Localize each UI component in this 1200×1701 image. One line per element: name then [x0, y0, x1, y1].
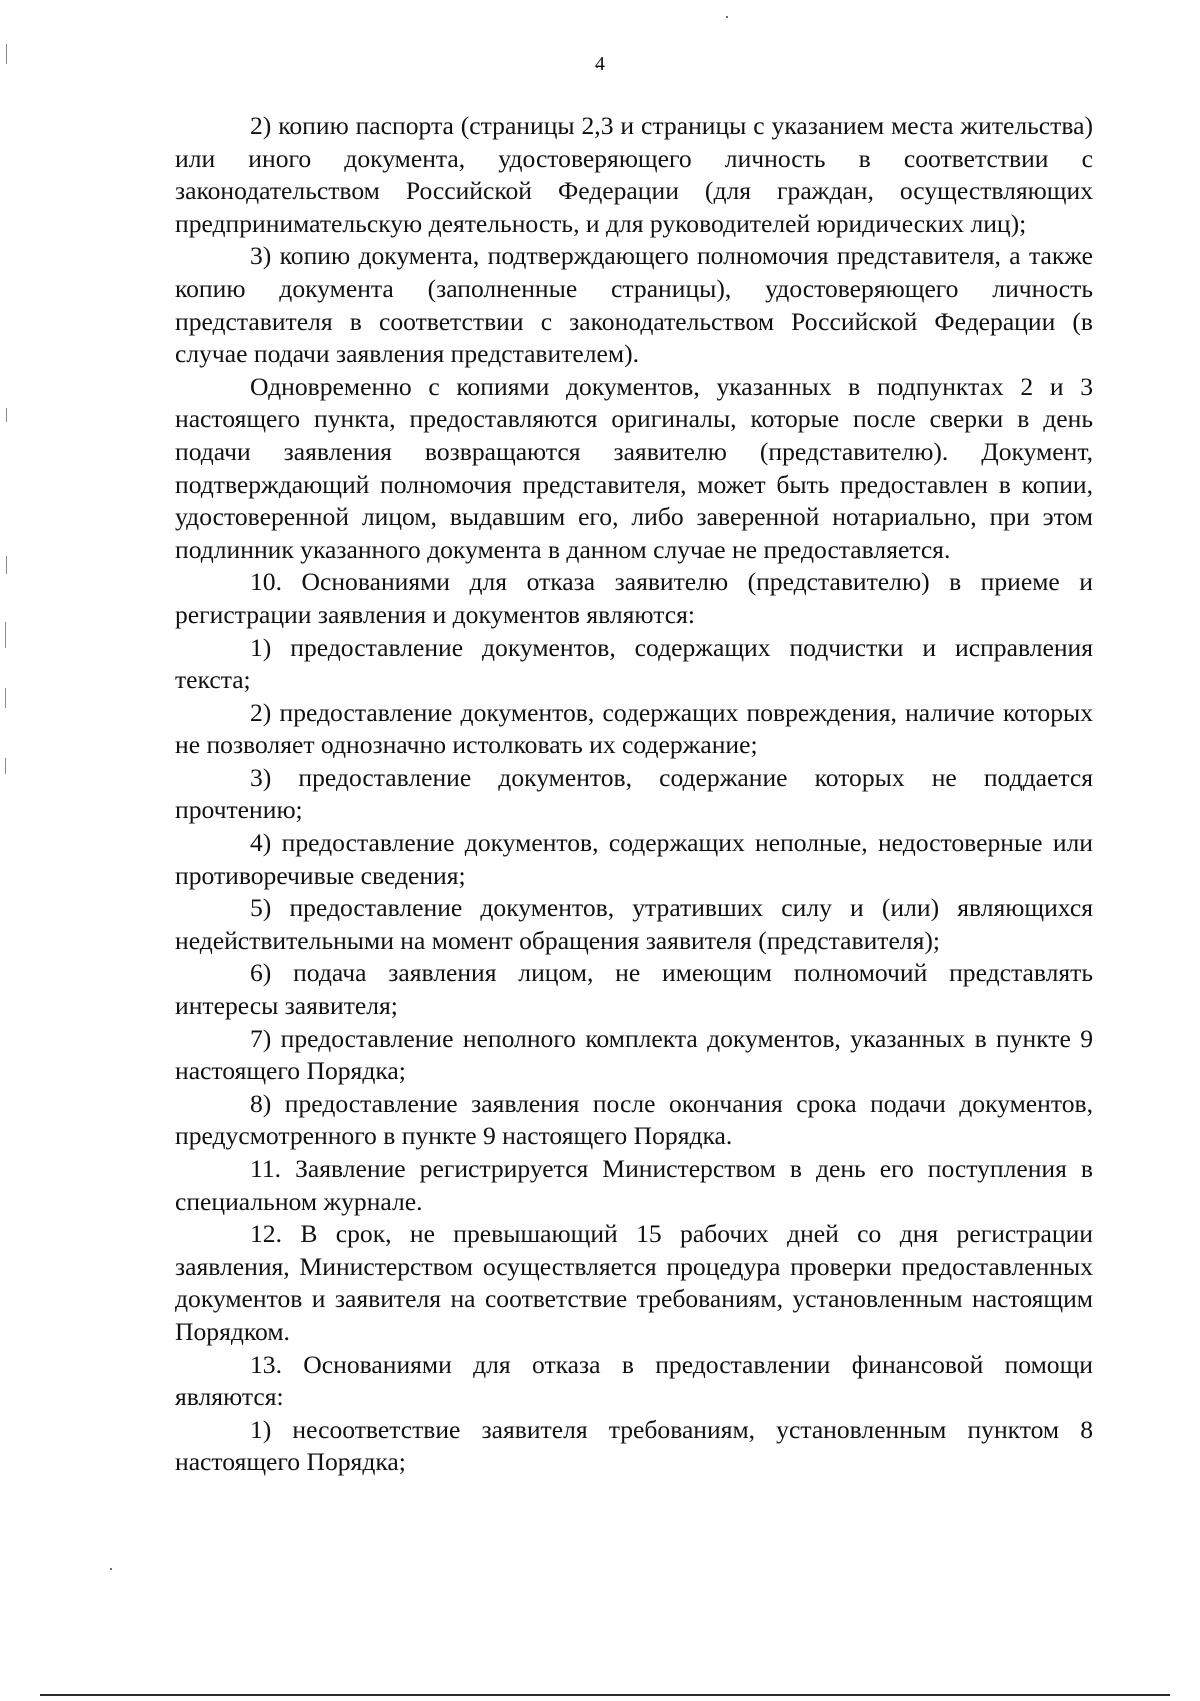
scan-artifact	[6, 408, 7, 422]
paragraph-10-item-2: 2) предоставление документов, содержащих повреждения, наличие которых не позволяет однозначно истолковать их содержание;	[175, 697, 1093, 760]
paragraph-item-2-passport: 2) копию паспорта (страницы 2,3 и страницы с указанием места жительства) или иного документа, удостоверяющего личность в соответствии с законодательством Российской Федерации (для граждан, осуществляющих предпринимательскую деятельность, и для руководителей юридических лиц);	[175, 111, 1093, 238]
document-body	[175, 110, 1093, 1479]
scan-dot	[110, 1568, 112, 1570]
scan-artifact	[5, 622, 6, 648]
paragraph-section-10: 10. Основаниями для отказа заявителю (представителю) в приеме и регистрации заявления и документов являются:	[175, 567, 1093, 629]
paragraph-section-11: 11. Заявление регистрируется Министерством в день его поступления в специальном журнале.	[175, 1154, 1093, 1216]
paragraph-section-12: 12. В срок, не превышающий 15 рабочих дней со дня регистрации заявления, Министерством осуществляется процедура проверки предоставленных документов и заявителя на соответствие требованиям, установленным настоящим Порядком.	[175, 1219, 1093, 1346]
paragraph-10-item-6: 6) подача заявления лицом, не имеющим полномочий представлять интересы заявителя;	[175, 958, 1093, 1021]
paragraph-section-13: 13. Основаниями для отказа в предоставлении финансовой помощи являются:	[175, 1349, 1093, 1412]
page-bottom-edge	[40, 1694, 1170, 1696]
paragraph-originals: Одновременно с копиями документов, указанных в подпунктах 2 и 3 настоящего пункта, предоставляются оригиналы, которые после сверки в день подачи заявления возвращаются заявителю (представителю). Документ, подтверждающий полномочия представителя, может быть предоставлен в копии, удостоверенной лицом, выдавшим его, либо заверенной нотариально, при этом подлинник указанного документа в данном случае не предоставляется.	[175, 371, 1093, 564]
paragraph-10-item-8: 8) предоставление заявления после окончания срока подачи документов, предусмотренного в пункте 9 настоящего Порядка.	[175, 1088, 1093, 1151]
paragraph-10-item-1: 1) предоставление документов, содержащих подчистки и исправления текста;	[175, 632, 1093, 695]
paragraph-item-3-representative: 3) копию документа, подтверждающего полномочия представителя, а также копию документа (заполненные страницы), удостоверяющего личность представителя в соответствии с законодательством Российской Федерации (в случае подачи заявления представителем).	[175, 241, 1093, 369]
paragraph-10-item-7: 7) предоставление неполного комплекта документов, указанных в пункте 9 настоящего Порядка;	[175, 1023, 1093, 1086]
paragraph-10-item-5: 5) предоставление документов, утративших силу и (или) являющихся недействительными на момент обращения заявителя (представителя);	[175, 893, 1093, 955]
scan-artifact	[5, 688, 6, 708]
page-number: 4	[595, 53, 605, 75]
paragraph-13-item-1: 1) несоответствие заявителя требованиям, установленным пунктом 8 настоящего Порядка;	[175, 1414, 1093, 1477]
scan-artifact	[6, 556, 7, 574]
paragraph-10-item-4: 4) предоставление документов, содержащих неполные, недостоверные или противоречивые сведения;	[175, 828, 1093, 890]
scan-artifact	[5, 758, 6, 774]
paragraph-10-item-3: 3) предоставление документов, содержание которых не поддается прочтению;	[175, 762, 1093, 825]
scan-dot	[726, 16, 728, 18]
